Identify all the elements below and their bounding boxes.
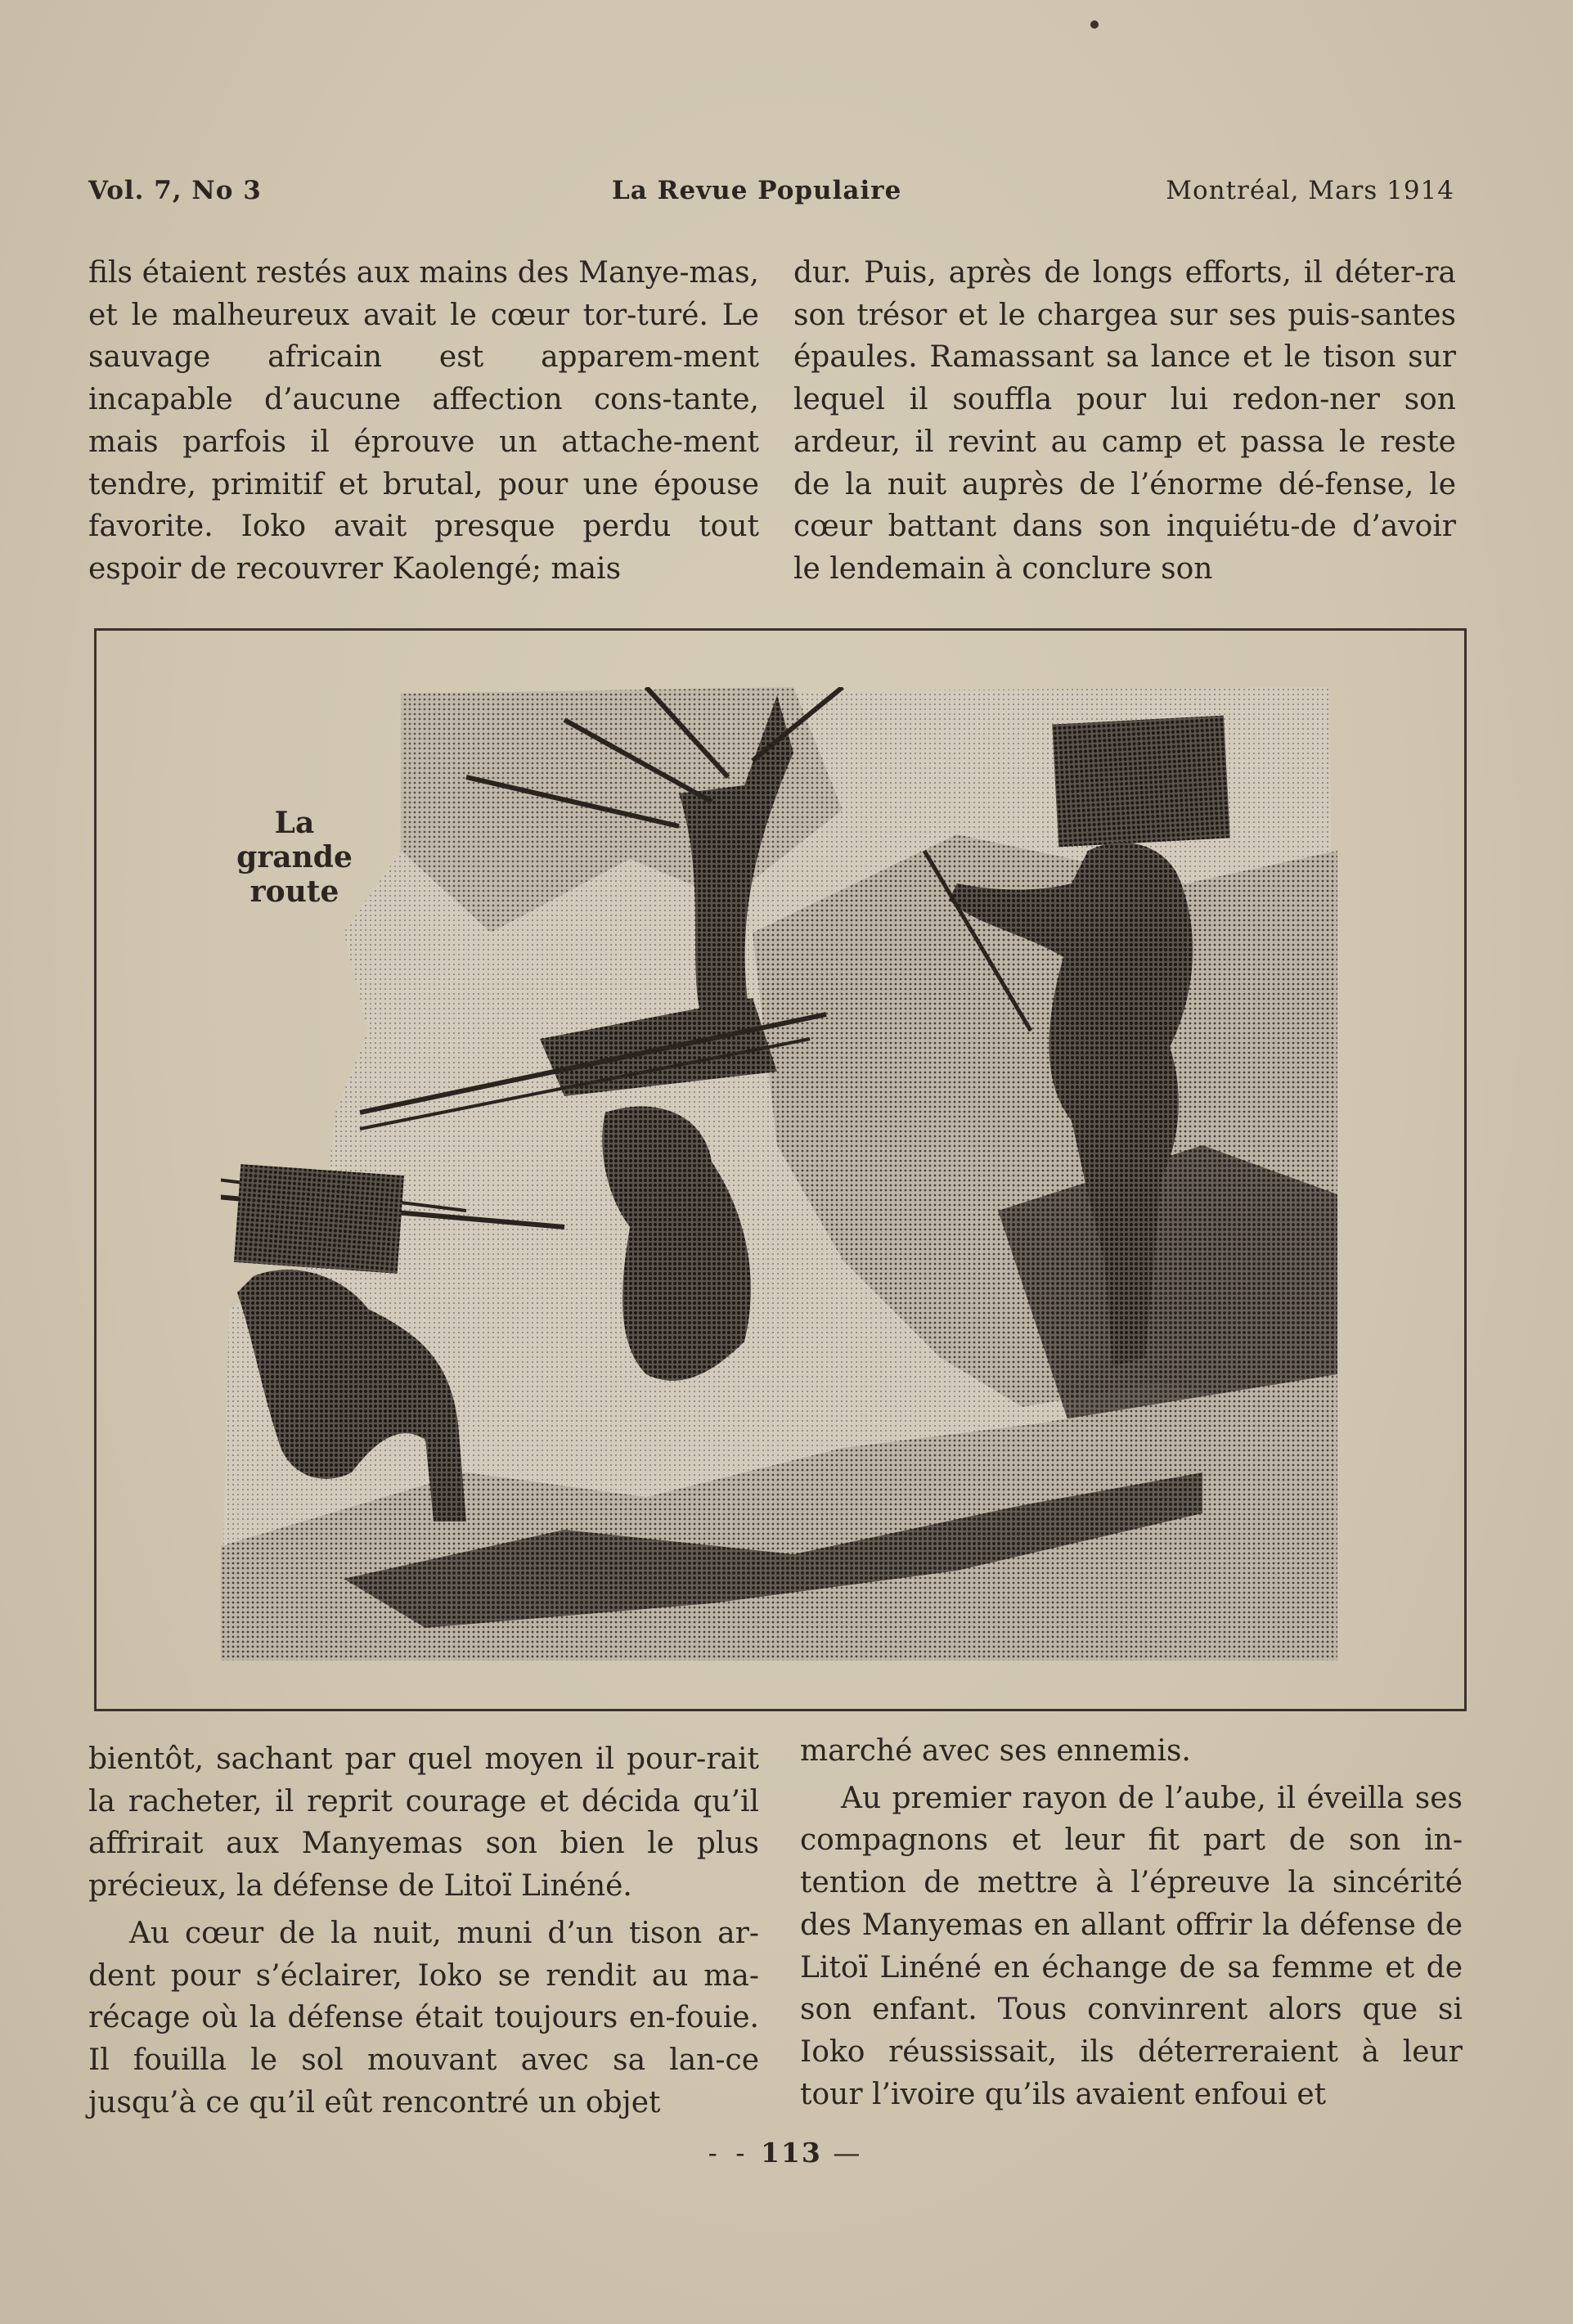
- place-date: Montréal, Mars 1914: [1166, 176, 1454, 205]
- footer-dash: - -: [708, 2137, 750, 2169]
- page-footer: [0, 2137, 1573, 2169]
- paragraph: marché avec ses ennemis.: [800, 1734, 1191, 1768]
- engraving-illustration: [221, 687, 1337, 1661]
- paragraph: Au premier rayon de l’aube, il éveilla ses compagnons et leur fit part de son in-tention de mettre à l’épreuve la sincérité des Manyemas en allant offrir la défense de Litoï Linéné en échange de sa femme et de son enfant. Tous convinrent alors que si Ioko réussissait, ils déterreraient à leur tour l’ivoire qu’ils avaient enfoui et: [800, 1781, 1463, 2111]
- text-column-top-left: [88, 252, 759, 591]
- caption-line: grande: [236, 840, 353, 874]
- text-column-bottom-left: [88, 1738, 759, 2124]
- volume-number: Vol. 7, No 3: [88, 176, 262, 205]
- page-number: 113: [760, 2137, 822, 2169]
- running-header: [88, 176, 1454, 217]
- frame-corner: [94, 628, 258, 631]
- journal-title: La Revue Populaire: [612, 176, 902, 205]
- paragraph: fils étaient restés aux mains des Manye-mas, et le malheureux avait le cœur tor-turé. Le sauvage africain est apparem-ment incapable d’aucune affection cons-tante, mais parfois il éprouve un attache-ment tendre, primitif et brutal, pour une épouse favorite. Ioko avait presque perdu tout espoir de recouvrer Kaolengé; mais: [88, 256, 759, 586]
- text-column-bottom-right: [800, 1730, 1463, 2115]
- footer-dash: —: [833, 2137, 865, 2169]
- paragraph: Au cœur de la nuit, muni d’un tison ar-dent pour s’éclairer, Ioko se rendit au ma-récage où la défense était toujours en-fouie. Il fouilla le sol mouvant avec sa lan-ce jusqu’à ce qu’il eût rencontré un objet: [88, 1916, 759, 2119]
- paragraph: bientôt, sachant par quel moyen il pour-rait la racheter, il reprit courage et décida qu’il affrirait aux Manyemas son bien le plus précieux, la défense de Litoï Linéné.: [88, 1742, 759, 1904]
- caption-line: route: [249, 874, 339, 909]
- porters-engraving: [221, 687, 1337, 1661]
- paragraph: dur. Puis, après de longs efforts, il déter-ra son trésor et le chargea sur ses puis-santes épaules. Ramassant sa lance et le tison sur lequel il souffla pour lui redon-ner son ardeur, il revint au camp et passa le reste de la nuit auprès de l’énorme dé-fense, le cœur battant dans son inquiétu-de d’avoir le lendemain à conclure son: [793, 256, 1456, 586]
- ink-speck: [1090, 20, 1099, 29]
- caption-line: La: [274, 806, 315, 840]
- text-column-top-right: [793, 252, 1456, 591]
